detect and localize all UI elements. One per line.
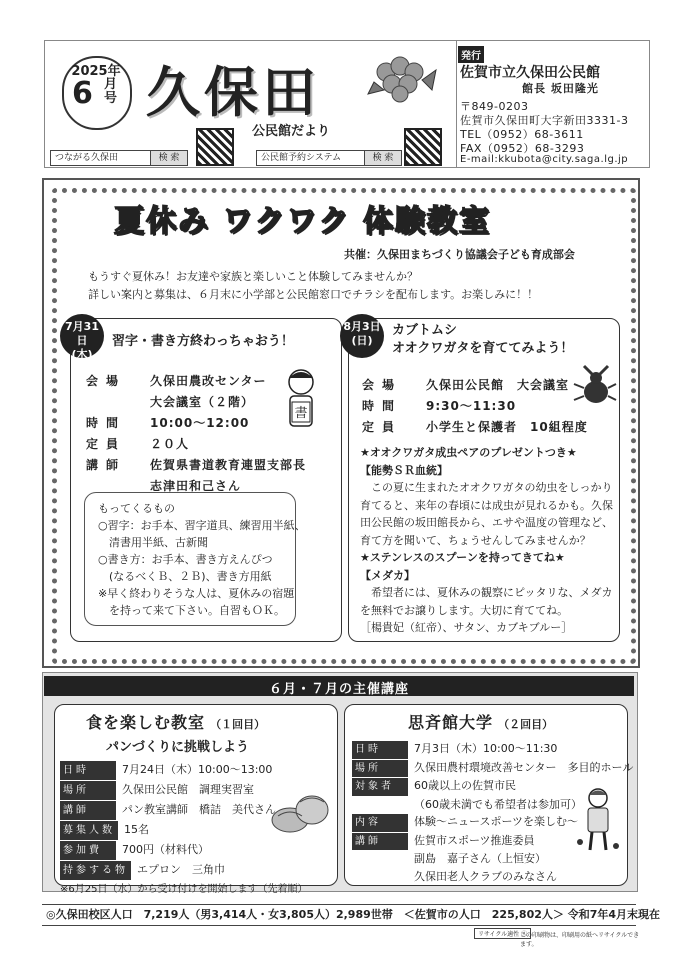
- detail-row: [362, 397, 588, 414]
- note-line: 育て方を聞いて、ちょうせんしてみませんか？: [360, 533, 591, 547]
- recycle-note: この印刷物は、印刷用の紙へリサイクルできます。: [520, 932, 640, 948]
- row-value: 15名: [124, 823, 149, 836]
- course-round: （２回目）: [498, 718, 554, 731]
- row-value: 60歳以上の佐賀市民: [414, 779, 516, 792]
- item-line: ○習字：お手本、習字道具、練習用半紙、: [98, 519, 306, 532]
- issue-month: 6: [72, 76, 93, 111]
- detail-row: [362, 376, 588, 393]
- tel: TEL（0952）68-3611: [460, 128, 584, 141]
- event-date-badge: [60, 314, 104, 361]
- row-tag: 参加費: [60, 841, 116, 860]
- calligraphy-boy-icon: [276, 366, 326, 432]
- event-title: [392, 322, 612, 358]
- fax: FAX（0952）68-3293: [460, 142, 585, 155]
- note-line: 田公民館の坂田館長から、エサや温度の管理など、: [360, 516, 613, 529]
- detail-value: 小学生と保護者 10組程度: [426, 420, 588, 434]
- row-tag: 日時: [352, 741, 408, 759]
- row-tag: 内容: [352, 814, 408, 832]
- courses-title: ６月・７月の主催講座: [268, 682, 409, 697]
- email-link[interactable]: E-mail:kkubota@city.saga.lg.jp: [460, 154, 629, 165]
- search-button[interactable]: 検 索: [364, 151, 401, 165]
- row-value: 久保田農村環境改善センター 多目的ホール: [414, 760, 634, 774]
- stag-beetle-icon: [572, 364, 618, 406]
- course-note: ※6月25日（水）から受け付けを開始します（先着順）: [60, 884, 308, 895]
- items-to-bring: [98, 500, 306, 619]
- course-row: [60, 860, 307, 880]
- search-label: 公民館予約システム: [261, 153, 342, 163]
- event-title: 習字・書き方終わっちゃおう！: [112, 334, 294, 349]
- item-line: ○書き方：お手本、書き方えんぴつ: [98, 553, 273, 566]
- detail-key: 会場: [362, 378, 403, 392]
- sponsor: 共催：久保田まちづくり協議会子ども育成部会: [344, 248, 575, 261]
- row-value: 久保田老人クラブのみなさん: [414, 869, 557, 883]
- recycle-badge: リサイクル適性 Ⓐ: [474, 928, 531, 939]
- event-title-line: カブトムシ: [392, 323, 458, 338]
- row-tag: 場所: [60, 781, 116, 800]
- event-date-badge: [340, 314, 384, 358]
- note-line: 【能勢ＳＲ血統】: [360, 463, 448, 477]
- detail-value: ２０人: [150, 437, 190, 451]
- course-row: [352, 868, 633, 886]
- course-row: [60, 840, 307, 860]
- row-value: パン教室講師 橋詰 美代さん: [122, 803, 276, 816]
- row-value: 佐賀市スポーツ推進委員: [414, 833, 535, 847]
- newsletter-subtitle: 公民館だより: [252, 124, 331, 139]
- publisher-name: 佐賀市立久保田公民館: [460, 65, 600, 81]
- elderly-sports-person-icon: [572, 786, 622, 856]
- course-name: 思斉館大学: [408, 713, 494, 732]
- detail-value: 9:30～11:30: [426, 399, 517, 413]
- event-title-line: オオクワガタを育ててみよう！: [392, 341, 574, 356]
- detail-row: [86, 393, 306, 410]
- note-line: ★オオクワガタ成虫ペアのプレゼントつき★: [360, 446, 577, 459]
- detail-key: 時間: [362, 399, 403, 413]
- course-title: [86, 710, 265, 733]
- row-tag: 募集人数: [60, 821, 118, 840]
- qr-code-icon[interactable]: [196, 128, 234, 166]
- population-info: ◎久保田校区人口 7,219人（男3,414人・女3,805人）2,989世帯 ＜佐賀市の人口 225,802人＞ 令和7年4月末現在: [46, 908, 661, 921]
- row-value: エプロン 三角巾: [137, 863, 225, 876]
- search-button[interactable]: 検 索: [150, 151, 187, 165]
- detail-key: 定員: [86, 437, 127, 451]
- item-line: ※早く終わりそうな人は、夏休みの宿題: [98, 587, 295, 600]
- row-value: 700円（材料代）: [122, 843, 209, 856]
- event-date: 8月3日: [343, 320, 381, 333]
- detail-row: [86, 435, 306, 452]
- search-box-tsunagaru[interactable]: [50, 150, 188, 166]
- search-label: つながる久保田: [55, 153, 119, 163]
- note-line: 【メダカ】: [360, 568, 415, 582]
- note-line: を無料でお譲りします。大切に育ててね。: [360, 603, 569, 617]
- course-row: [60, 760, 307, 780]
- publisher-head: 館長 坂田隆光: [522, 82, 599, 95]
- issue-year: 2025年: [71, 64, 121, 79]
- row-tag: 講師: [352, 833, 408, 851]
- event-date: 7月31日: [65, 320, 99, 347]
- detail-key: 講師: [86, 458, 127, 472]
- detail-value: 10:00～12:00: [150, 416, 250, 430]
- address: 佐賀市久保田町大字新田3331-3: [460, 114, 629, 127]
- detail-value: 久保田農改センター: [150, 374, 267, 388]
- issue-month-suffix: 月号: [104, 77, 118, 106]
- note-line: 希望者には、夏休みの観察にピッタリな、メダカ: [360, 586, 613, 599]
- row-value: （60歳未満でも希望者は参加可）: [414, 797, 582, 811]
- postal-code: 〒849-0203: [460, 100, 529, 113]
- event-weekday: (日): [351, 334, 373, 347]
- detail-value: 大会議室（２階）: [150, 395, 255, 409]
- note-line: 育てると、来年の春頃には成虫が見れるかも。久保: [360, 498, 613, 512]
- detail-row: [86, 456, 306, 473]
- course-title: [408, 710, 553, 733]
- event-weekday: (木): [71, 348, 93, 361]
- event-notes: [360, 444, 616, 637]
- note-line: ［楊貴妃（紅帝）、サタン、カブキブルー］: [360, 621, 573, 634]
- row-value: 久保田公民館 調理実習室: [122, 783, 254, 796]
- newsletter-title: 久保田: [146, 61, 320, 124]
- search-box-reservation[interactable]: [256, 150, 402, 166]
- event-details: [362, 376, 588, 435]
- publisher-badge: 発行: [458, 46, 484, 63]
- course-row: [352, 759, 633, 778]
- item-line: を持って来て下さい。自習もＯＫ。: [98, 604, 285, 617]
- summer-event-title: 夏休み ワクワク 体験教室: [114, 204, 491, 239]
- qr-code-icon[interactable]: [404, 128, 442, 166]
- detail-value: 佐賀県書道教育連盟支部長: [150, 458, 307, 472]
- note-line: この夏に生まれたオオクワガタの幼虫をしっかり: [360, 481, 613, 494]
- item-line: (なるべくＢ、２Ｂ)、書き方用紙: [98, 570, 272, 583]
- course-round: （１回目）: [210, 718, 266, 731]
- bread-icon: [270, 780, 332, 840]
- hydrangea-icon: [366, 50, 438, 110]
- course-row: [352, 740, 633, 759]
- row-tag: 対象者: [352, 778, 408, 796]
- intro-line: 詳しい案内と募集は、６月末に小学部と公民館窓口でチラシを配布します。お楽しみに！！: [88, 288, 539, 301]
- course-name: 食を楽しむ教室: [86, 713, 206, 732]
- detail-row: [362, 418, 588, 435]
- detail-key: 時間: [86, 416, 127, 430]
- note-line: ★ステンレスのスプーンを持ってきてね★: [360, 551, 565, 564]
- detail-key: 会場: [86, 374, 127, 388]
- detail-value: 志津田和己さん: [150, 479, 242, 493]
- detail-row: [86, 372, 306, 389]
- detail-row: [86, 414, 306, 431]
- items-title: もってくるもの: [98, 502, 175, 515]
- row-tag: 講師: [60, 801, 116, 820]
- row-tag: 場所: [352, 760, 408, 778]
- event-details: [86, 372, 306, 494]
- detail-value: 久保田公民館 大会議室: [426, 378, 570, 392]
- detail-key: 定員: [362, 420, 403, 434]
- row-tag: 日時: [60, 761, 116, 780]
- sign-character: 書: [294, 406, 308, 421]
- row-value: 体験～ニュースポーツを楽しむ～: [414, 815, 579, 828]
- row-value: 7月24日（木）10:00～13:00: [122, 763, 273, 776]
- intro-line: もうすぐ夏休み！お友達や家族と楽しいこと体験してみませんか？: [88, 270, 418, 283]
- row-value: 7月3日（木）10:00～11:30: [414, 742, 558, 755]
- item-line: 清書用半紙、古新聞: [98, 536, 208, 549]
- course-subtitle: パンづくりに挑戦しよう: [106, 740, 250, 755]
- row-tag: 持参する物: [60, 861, 131, 880]
- row-value: 副島 嘉子さん（上恒安）: [414, 852, 546, 865]
